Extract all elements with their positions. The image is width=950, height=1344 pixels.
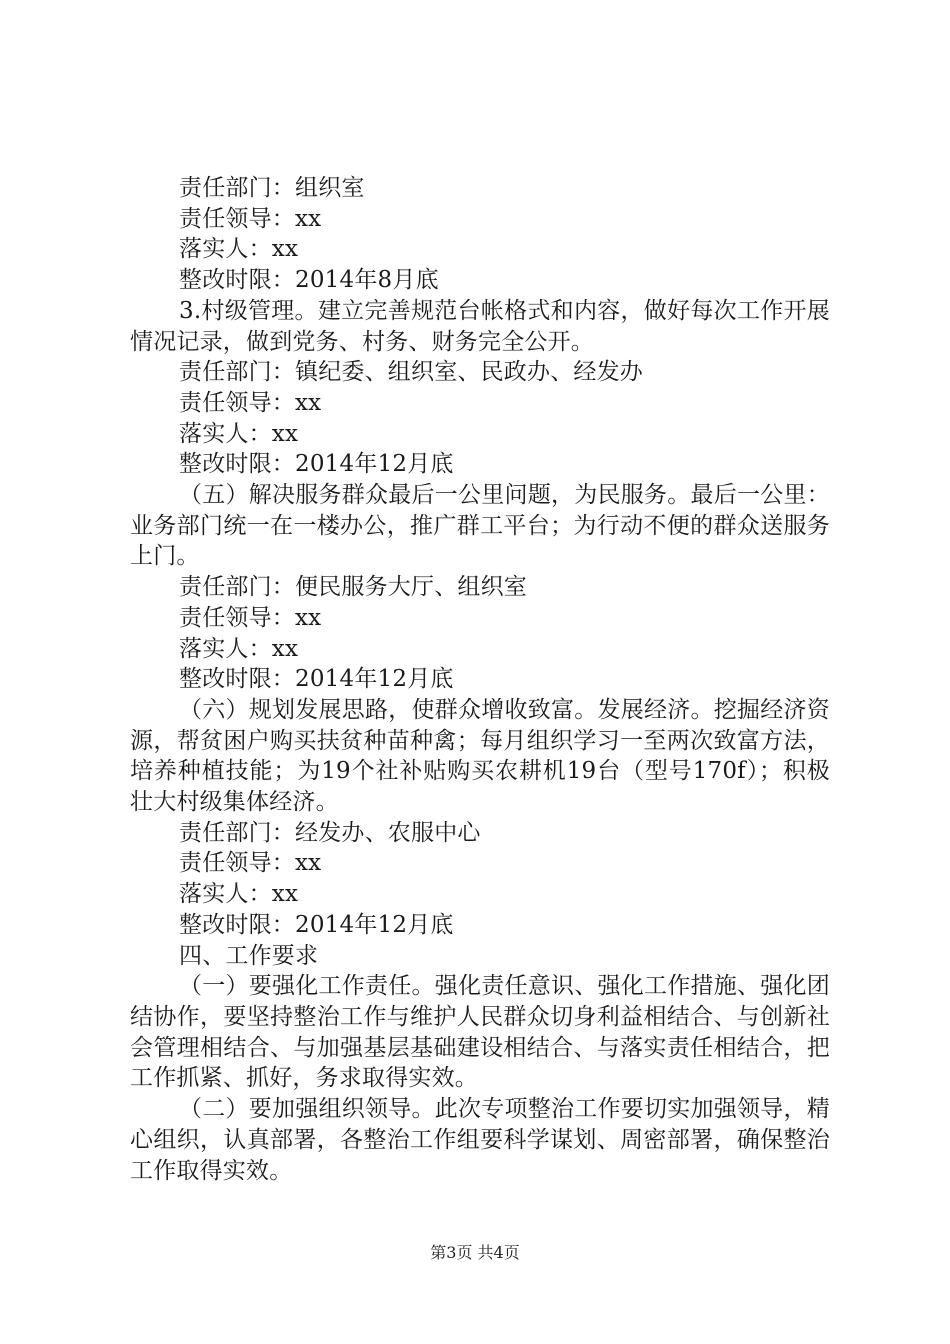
paragraph-section-five: （五）解决服务群众最后一公里问题，为民服务。最后一公里：业务部门统一在一楼办公，推广群工平台；为行动不便的群众送服务上门。 [130, 482, 830, 570]
paragraph-requirement-one: （一）要强化工作责任。强化责任意识、强化工作措施、强化团结协作，要坚持整治工作与维护人民群众切身利益相结合、与创新社会管理相结合、与加强基层基础建设相结合、与落实责任相结合，把工作抓紧、抓好，务求取得实效。 [130, 973, 830, 1092]
responsible-dept-line: 责任部门：镇纪委、组织室、民政办、经发办 [179, 359, 643, 386]
paragraph-requirement-two: （二）要加强组织领导。此次专项整治工作要切实加强领导，精心组织，认真部署，各整治工作组要科学谋划、周密部署，确保整治工作取得实效。 [130, 1096, 830, 1184]
deadline-line: 整改时限：2014年8月底 [179, 267, 439, 294]
responsible-leader-line: 责任领导：xx [179, 205, 322, 232]
responsible-dept-line: 责任部门：经发办、农服中心 [179, 819, 481, 846]
responsible-leader-line: 责任领导：xx [179, 850, 322, 877]
document-body [130, 173, 830, 1186]
section-heading-work-requirements: 四、工作要求 [179, 942, 319, 969]
responsible-leader-line: 责任领导：xx [179, 604, 322, 631]
paragraph-section-six: （六）规划发展思路，使群众增收致富。发展经济。挖掘经济资源，帮贫困户购买扶贫种苗种禽；每月组织学习一至两次致富方法，培养种植技能；为19个社补贴购买农耕机19台（型号170f）；积极壮大村级集体经济。 [130, 696, 830, 816]
implementer-line: 落实人：xx [179, 420, 299, 447]
implementer-line: 落实人：xx [179, 881, 299, 908]
page-footer: 第3页 共4页 [430, 1243, 520, 1262]
implementer-line: 落实人：xx [179, 635, 299, 662]
implementer-line: 落实人：xx [179, 236, 299, 263]
paragraph-village-management: 3.村级管理。建立完善规范台帐格式和内容，做好每次工作开展情况记录，做到党务、村务、财务完全公开。 [130, 297, 830, 355]
responsible-leader-line: 责任领导：xx [179, 389, 322, 416]
deadline-line: 整改时限：2014年12月底 [179, 666, 454, 693]
responsible-dept-line: 责任部门：便民服务大厅、组织室 [179, 574, 527, 601]
responsible-dept-line: 责任部门：组织室 [179, 175, 365, 201]
deadline-line: 整改时限：2014年12月底 [179, 451, 454, 478]
deadline-line: 整改时限：2014年12月底 [179, 911, 454, 938]
